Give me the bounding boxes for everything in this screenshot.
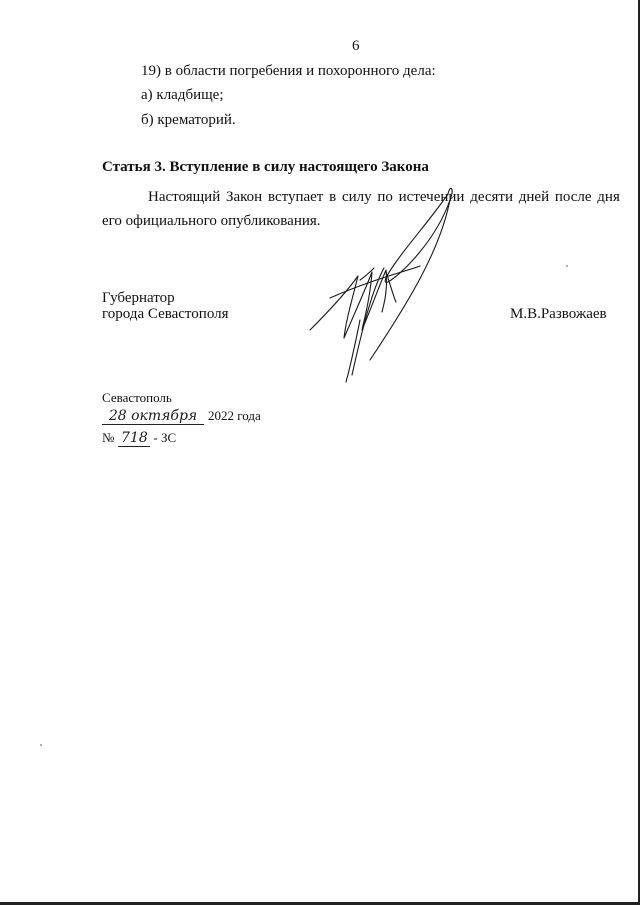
governor-name: М.В.Развожаев [510,306,607,322]
list-item-a: а) кладбище; [141,87,224,103]
place-of-signing: Севастополь [102,390,172,405]
handwritten-number: 718 [118,431,150,447]
law-number-line [102,429,176,447]
number-suffix: - ЗС [153,430,177,445]
page-number: 6 [352,38,360,54]
article-paragraph-line2: его официального опубликования. [102,213,321,229]
article-paragraph-line1: Настоящий Закон вступает в силу по истечении десяти дней после дня [148,189,620,205]
handwritten-signature [300,180,490,390]
year-text: 2022 года [208,408,261,423]
governor-title: Губернатор [102,290,175,306]
scan-speck [40,744,42,746]
scan-speck [566,265,568,267]
date-line [102,407,261,425]
list-item-b: б) крематорий. [141,112,236,128]
article-heading: Статья 3. Вступление в силу настоящего Закона [102,159,429,175]
handwritten-date: 28 октября [102,409,204,425]
number-sign: № [102,430,115,445]
governor-city: города Севастополя [102,306,229,322]
list-item-19: 19) в области погребения и похоронного дела: [141,63,436,79]
